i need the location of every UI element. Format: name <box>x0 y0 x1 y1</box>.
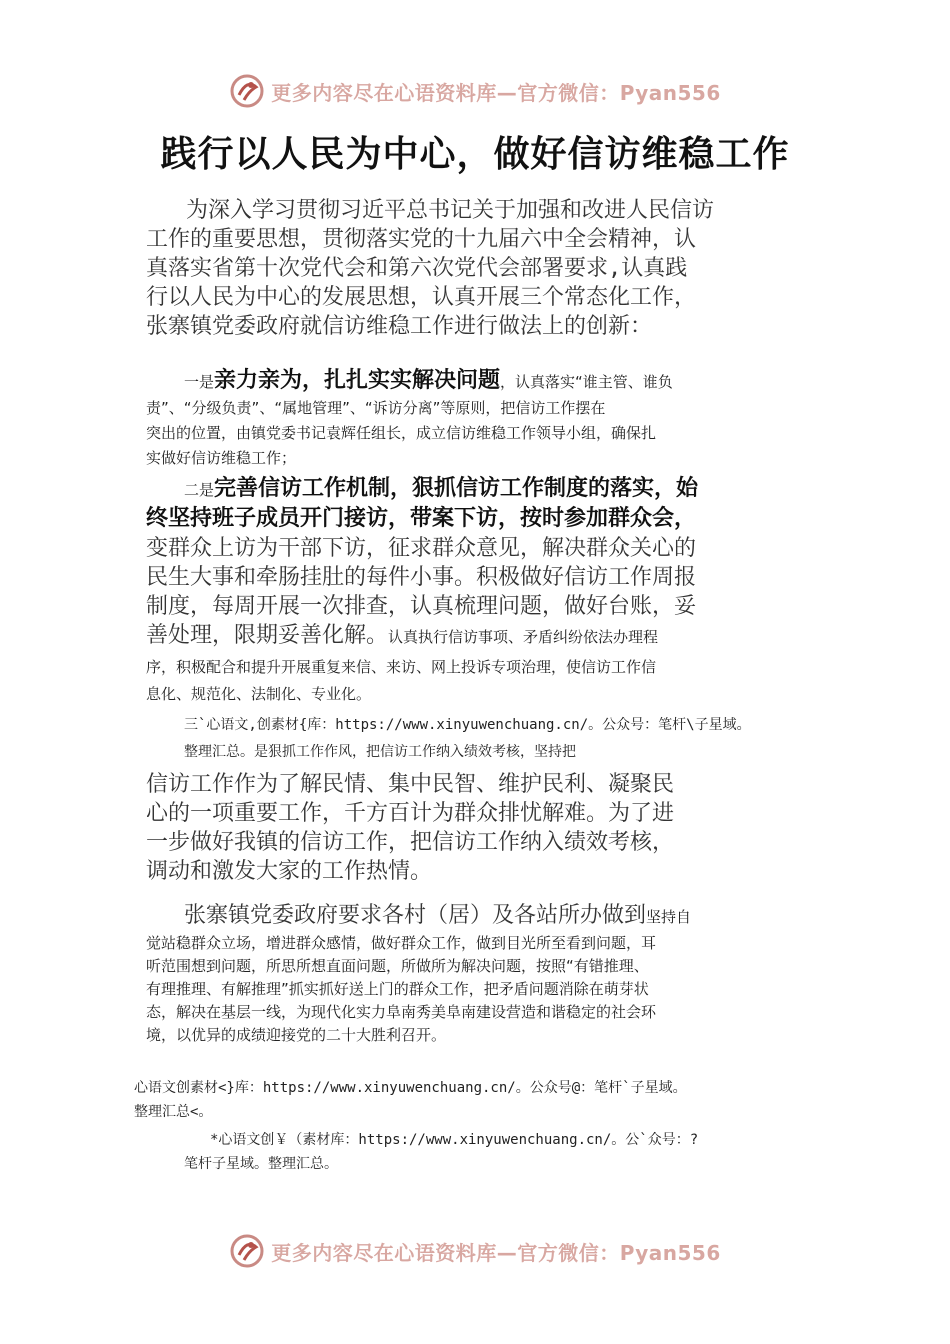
point-three-line: 一步做好我镇的信访工作，把信访工作纳入绩效考核， <box>146 830 675 855</box>
point-two-heading-1: 完善信访工作机制，狠抓信访工作制度的落实，始 <box>214 476 699 501</box>
point-two <box>146 474 846 708</box>
point-three <box>146 712 846 886</box>
page-title: 践行以人民为中心，做好信访维稳工作 <box>160 134 790 175</box>
point-three-mono-line: 整理汇总。是狠抓工作作风，把信访工作纳入绩效考核，坚持把 <box>184 744 576 760</box>
point-four-line: 境，以优异的成绩迎接党的二十大胜利召开。 <box>146 1026 447 1044</box>
banner-text: 更多内容尽在心语资料库—官方微信：Pyan556 <box>271 80 721 105</box>
intro-line: 工作的重要思想，贯彻落实党的十九届六中全会精神，认 <box>146 227 697 252</box>
watermark-banner-top <box>0 66 950 116</box>
footer-note-line: *心语文创￥（素材库：https://www.xinyuwenchuang.cn/。公`众号：? <box>210 1132 699 1148</box>
intro-line: 行以人民为中心的发展思想，认真开展三个常态化工作， <box>146 285 697 310</box>
point-three-line: 信访工作作为了解民情、集中民智、维护民利、凝聚民 <box>146 772 675 797</box>
point-two-line: 制度，每周开展一次排查，认真梳理问题，做好台账，妥 <box>146 594 697 619</box>
point-two-prefix: 二是 <box>184 481 215 499</box>
point-one-line: 实做好信访维稳工作； <box>146 449 297 467</box>
intro-line: 为深入学习贯彻习近平总书记关于加强和改进人民信访 <box>186 198 715 223</box>
intro-paragraph <box>146 196 846 341</box>
banner-text: 更多内容尽在心语资料库—官方微信：Pyan556 <box>271 1240 721 1265</box>
point-three-mono-line: 三`心语文,创素材{库：https://www.xinyuwenchuang.cn/。公众号：笔杆\子星域。 <box>184 717 751 733</box>
point-three-line: 调动和激发大家的工作热情。 <box>146 859 433 884</box>
footer-note-two <box>184 1128 834 1176</box>
footer-note-line: 笔杆子星域。整理汇总。 <box>184 1156 338 1172</box>
point-two-line: 变群众上访为干部下访，征求群众意见，解决群众关心的 <box>146 536 697 561</box>
intro-line: 真落实省第十次党代会和第六次党代会部署要求,认真践 <box>146 256 688 281</box>
watermark-banner-bottom <box>0 1226 950 1276</box>
seal-logo-icon <box>229 1233 265 1269</box>
point-four-line: 听范围想到问题，所思所想直面问题，所做所为解决问题，按照“有错推理、 <box>146 957 649 975</box>
point-two-small-line: 息化、规范化、法制化、专业化。 <box>146 685 372 703</box>
point-two-mixed-small: 认真执行信访事项、矛盾纠纷依法办理程 <box>388 628 659 646</box>
point-four-small-start: 坚持自 <box>646 908 692 926</box>
footer-note-line: 心语文创素材<}库：https://www.xinyuwenchuang.cn/。公众号@：笔杆`子星域。 <box>134 1080 687 1096</box>
footer-note-one <box>134 1076 834 1124</box>
point-two-heading-2: 终坚持班子成员开门接访，带案下访，按时参加群众会， <box>146 506 697 531</box>
point-four-line: 有理推理、有解推理”抓实抓好送上门的群众工作，把矛盾问题消除在萌芽状 <box>146 980 649 998</box>
footer-note-line: 整理汇总<。 <box>134 1104 213 1120</box>
point-one <box>146 366 846 471</box>
point-four-line: 态，解决在基层一线，为现代化实力阜南秀美阜南建设营造和谐稳定的社会环 <box>146 1003 657 1021</box>
point-two-small-line: 序，积极配合和提升开展重复来信、来访、网上投诉专项治理，使信访工作信 <box>146 658 657 676</box>
point-four-line: 觉站稳群众立场，增进群众感情，做好群众工作，做到目光所至看到问题，耳 <box>146 934 657 952</box>
point-four-big-start: 张寨镇党委政府要求各村（居）及各站所办做到 <box>184 903 647 928</box>
point-two-line: 民生大事和牵肠挂肚的每件小事。积极做好信访工作周报 <box>146 565 697 590</box>
point-one-line: 责”、“分级负责”、“属地管理”、“诉访分离”等原则，把信访工作摆在 <box>146 399 606 417</box>
point-four <box>146 900 846 1047</box>
point-one-prefix: 一是 <box>184 373 215 391</box>
seal-logo-icon <box>229 73 265 109</box>
point-three-line: 心的一项重要工作，千方百计为群众排忧解难。为了进 <box>146 801 675 826</box>
point-one-tail: ，认真落实“谁主管、谁负 <box>500 373 673 391</box>
point-one-line: 突出的位置，由镇党委书记袁辉任组长，成立信访维稳工作领导小组，确保扎 <box>146 424 657 442</box>
point-one-heading: 亲力亲为，扎扎实实解决问题 <box>214 368 501 393</box>
intro-line: 张寨镇党委政府就信访维稳工作进行做法上的创新： <box>146 314 653 339</box>
point-two-mixed-big: 善处理，限期妥善化解。 <box>146 623 389 648</box>
